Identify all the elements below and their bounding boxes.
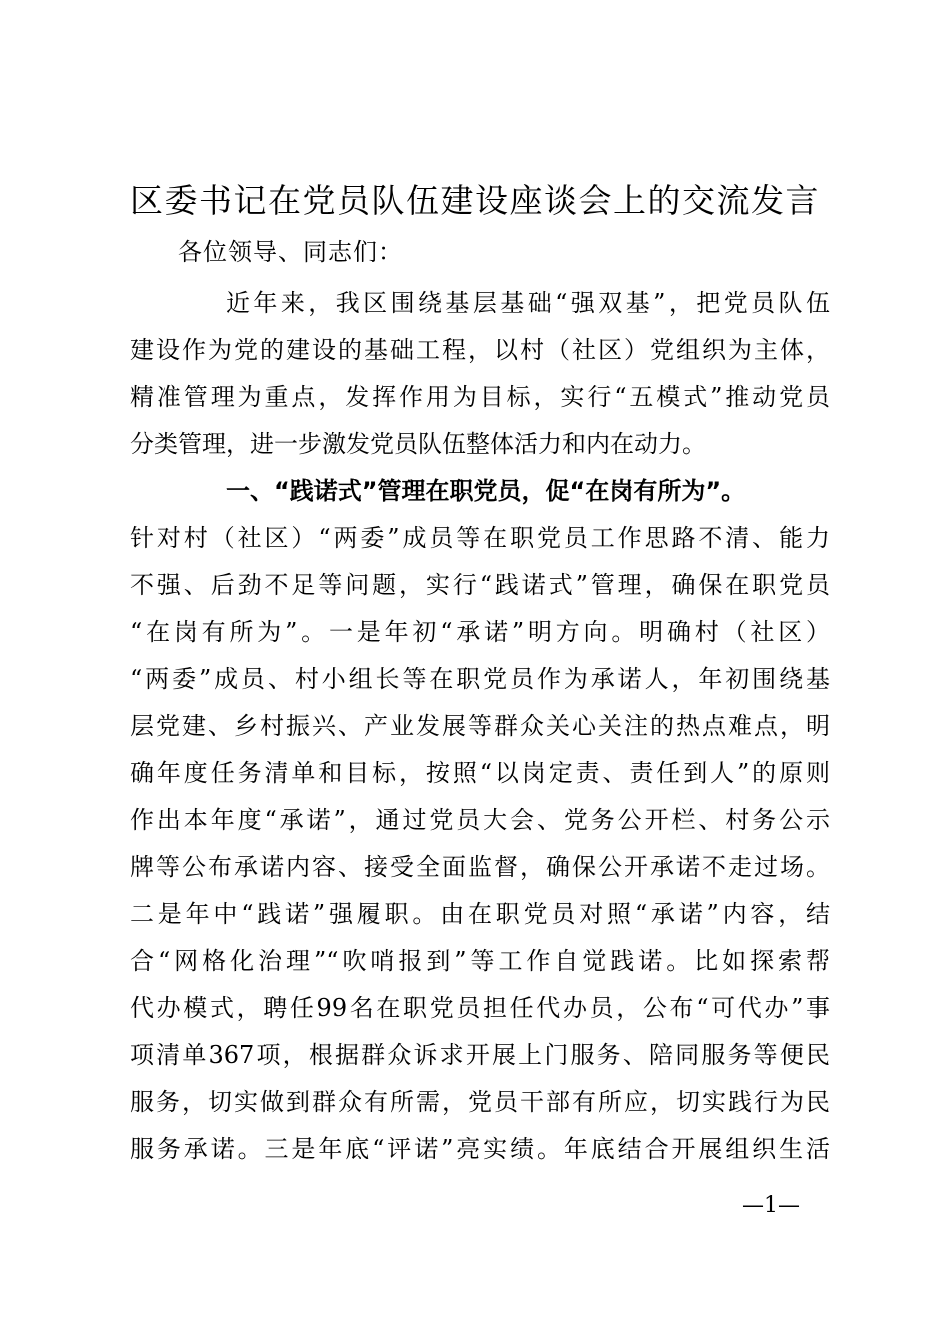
paragraph-line: 近年来，我区围绕基层基础“强双基”，把党员队伍: [226, 289, 830, 317]
paragraph-line: 精准管理为重点，发挥作用为目标，实行“五模式”推动党员: [130, 383, 830, 411]
document-title: 区委书记在党员队伍建设座谈会上的交流发言: [130, 181, 820, 220]
paragraph-line: 针对村（社区）“两委”成员等在职党员工作思路不清、能力: [130, 524, 830, 552]
section-1: [130, 468, 830, 1173]
greeting: 各位领导、同志们：: [178, 238, 403, 266]
paragraph-line: 项清单367项，根据群众诉求开展上门服务、陪同服务等便民: [130, 1041, 830, 1069]
paragraph-line: 服务承诺。三是年底“评诺”亮实绩。年底结合开展组织生活: [130, 1135, 830, 1163]
paragraph-line: “在岗有所为”。一是年初“承诺”明方向。明确村（社区）: [130, 618, 830, 646]
paragraph-line: 建设作为党的建设的基础工程，以村（社区）党组织为主体，: [130, 336, 830, 364]
section-heading: 一、“践诺式”管理在职党员，促“在岗有所为”。: [226, 477, 746, 505]
paragraph-line: 代办模式，聘任99名在职党员担任代办员，公布“可代办”事: [130, 994, 830, 1022]
paragraph-line: 二是年中“践诺”强履职。由在职党员对照“承诺”内容，结: [130, 900, 830, 928]
paragraph-line: 不强、后劲不足等问题，实行“践诺式”管理，确保在职党员: [130, 571, 830, 599]
paragraph-line: 作出本年度“承诺”，通过党员大会、党务公开栏、村务公示: [130, 806, 830, 834]
paragraph-line: “两委”成员、村小组长等在职党员作为承诺人，年初围绕基: [130, 665, 830, 693]
intro-paragraph: [130, 280, 830, 468]
paragraph-line: 服务，切实做到群众有所需，党员干部有所应，切实践行为民: [130, 1088, 830, 1116]
paragraph-line: 分类管理，进一步激发党员队伍整体活力和内在动力。: [130, 430, 706, 458]
paragraph-line: 确年度任务清单和目标，按照“以岗定责、责任到人”的原则: [130, 759, 830, 787]
paragraph-line: 层党建、乡村振兴、产业发展等群众关心关注的热点难点，明: [130, 712, 830, 740]
paragraph-line: 牌等公布承诺内容、接受全面监督，确保公开承诺不走过场。: [130, 853, 830, 881]
page-number: —1—: [742, 1193, 800, 1218]
paragraph-line: 合“网格化治理”“吹哨报到”等工作自觉践诺。比如探索帮: [130, 947, 830, 975]
